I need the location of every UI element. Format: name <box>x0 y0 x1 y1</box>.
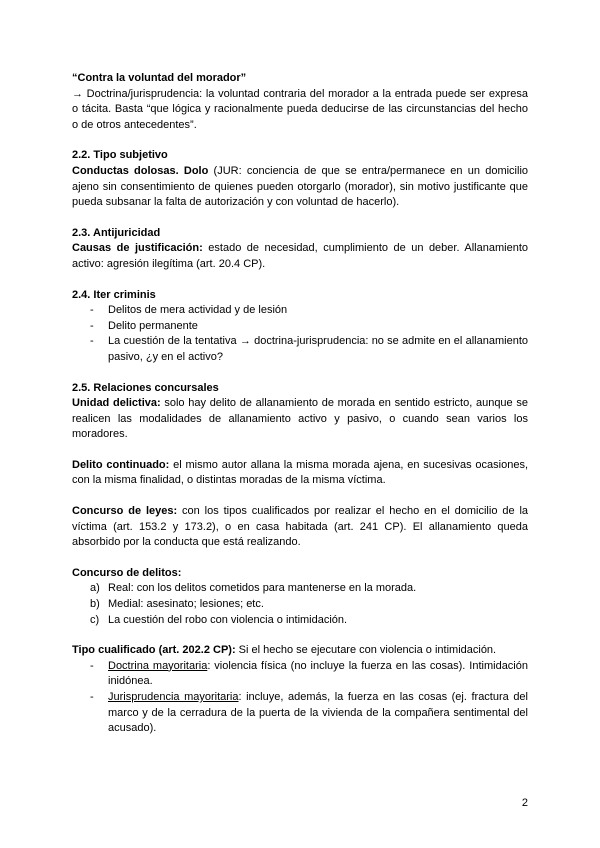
tipo-cualificado-list <box>72 659 528 737</box>
list-item: b) Medial: asesinato; lesiones; etc. <box>90 598 264 611</box>
list-item: c) La cuestión del robo con violencia o intimidación. <box>90 613 348 626</box>
section-2-3-heading: 2.3. Antijuricidad <box>72 226 161 239</box>
section-2-2-heading: 2.2. Tipo subjetivo <box>72 149 168 162</box>
unidad-delictiva-text: Unidad delictiva: solo hay delito de allanamiento de morada en sentido estricto, aunque se realicen las modalidades de allanamiento activo y pasivo, o cuando sean varios los moradores. <box>72 397 528 441</box>
concurso-delitos-list <box>72 581 528 628</box>
list-item: - Delito permanente <box>90 319 198 332</box>
section-2-3-text: Causas de justificación: estado de necesidad, cumplimiento de un deber. Allanamiento activo: agresión ilegítima (art. 20.4 CP). <box>72 242 528 270</box>
section-2-2-text: Conductas dolosas. Dolo (JUR: conciencia de que se entra/permanece en un domicilio ajeno sin consentimiento de quienes pueden otorgarlo (morador), sin motivo justificante que pueda subsanar la falta de autorización y con voluntad de hacerlo). <box>72 164 529 209</box>
list-item: - La cuestión de la tentativa → doctrina-jurisprudencia: no se admite en el allanamiento pasivo, ¿y en el activo? <box>90 335 528 363</box>
section-2-5-heading: 2.5. Relaciones concursales <box>72 381 219 394</box>
list-item: a) Real: con los delitos cometidos para mantenerse en la morada. <box>90 582 417 595</box>
iter-criminis-list <box>72 303 528 365</box>
section-contra-title: “Contra la voluntad del morador” <box>72 72 247 84</box>
page-number: 2 <box>521 797 528 809</box>
section-2-4-heading: 2.4. Iter criminis <box>72 288 156 301</box>
list-item: - Jurisprudencia mayoritaria: incluye, además, la fuerza en las cosas (ej. fractura del marco y de la cerradura de la puerta de la vivienda de la compañera sentimental del acusado). <box>90 691 528 735</box>
tipo-cualificado-text: Tipo cualificado (art. 202.2 CP): Si el hecho se ejecutare con violencia o intimidación. <box>72 644 497 657</box>
list-item: - Doctrina mayoritaria: violencia física (no incluye la fuerza en las cosas). Intimidación inidónea. <box>90 659 528 688</box>
section-contra-text: → Doctrina/jurisprudencia: la voluntad contraria del morador a la entrada puede ser expresa o tácita. Basta “que lógica y racionalmente pueda deducirse de las circunstancias del hecho o de otros antecedentes”. <box>72 87 528 131</box>
delito-continuado-text: Delito continuado: el mismo autor allana la misma morada ajena, en sucesivas ocasiones, con la misma finalidad, o distintas moradas de la misma víctima. <box>72 458 528 487</box>
list-item: - Delitos de mera actividad y de lesión <box>90 304 288 317</box>
concurso-leyes-text: Concurso de leyes: con los tipos cualificados por realizar el hecho en el domicilio de la víctima (art. 153.2 y 173.2), o en casa habitada (art. 241 CP). El allanamiento queda absorbido por la conducta que está realizando. <box>72 505 529 549</box>
concurso-delitos-heading: Concurso de delitos: <box>72 566 182 579</box>
document-page <box>72 71 528 737</box>
